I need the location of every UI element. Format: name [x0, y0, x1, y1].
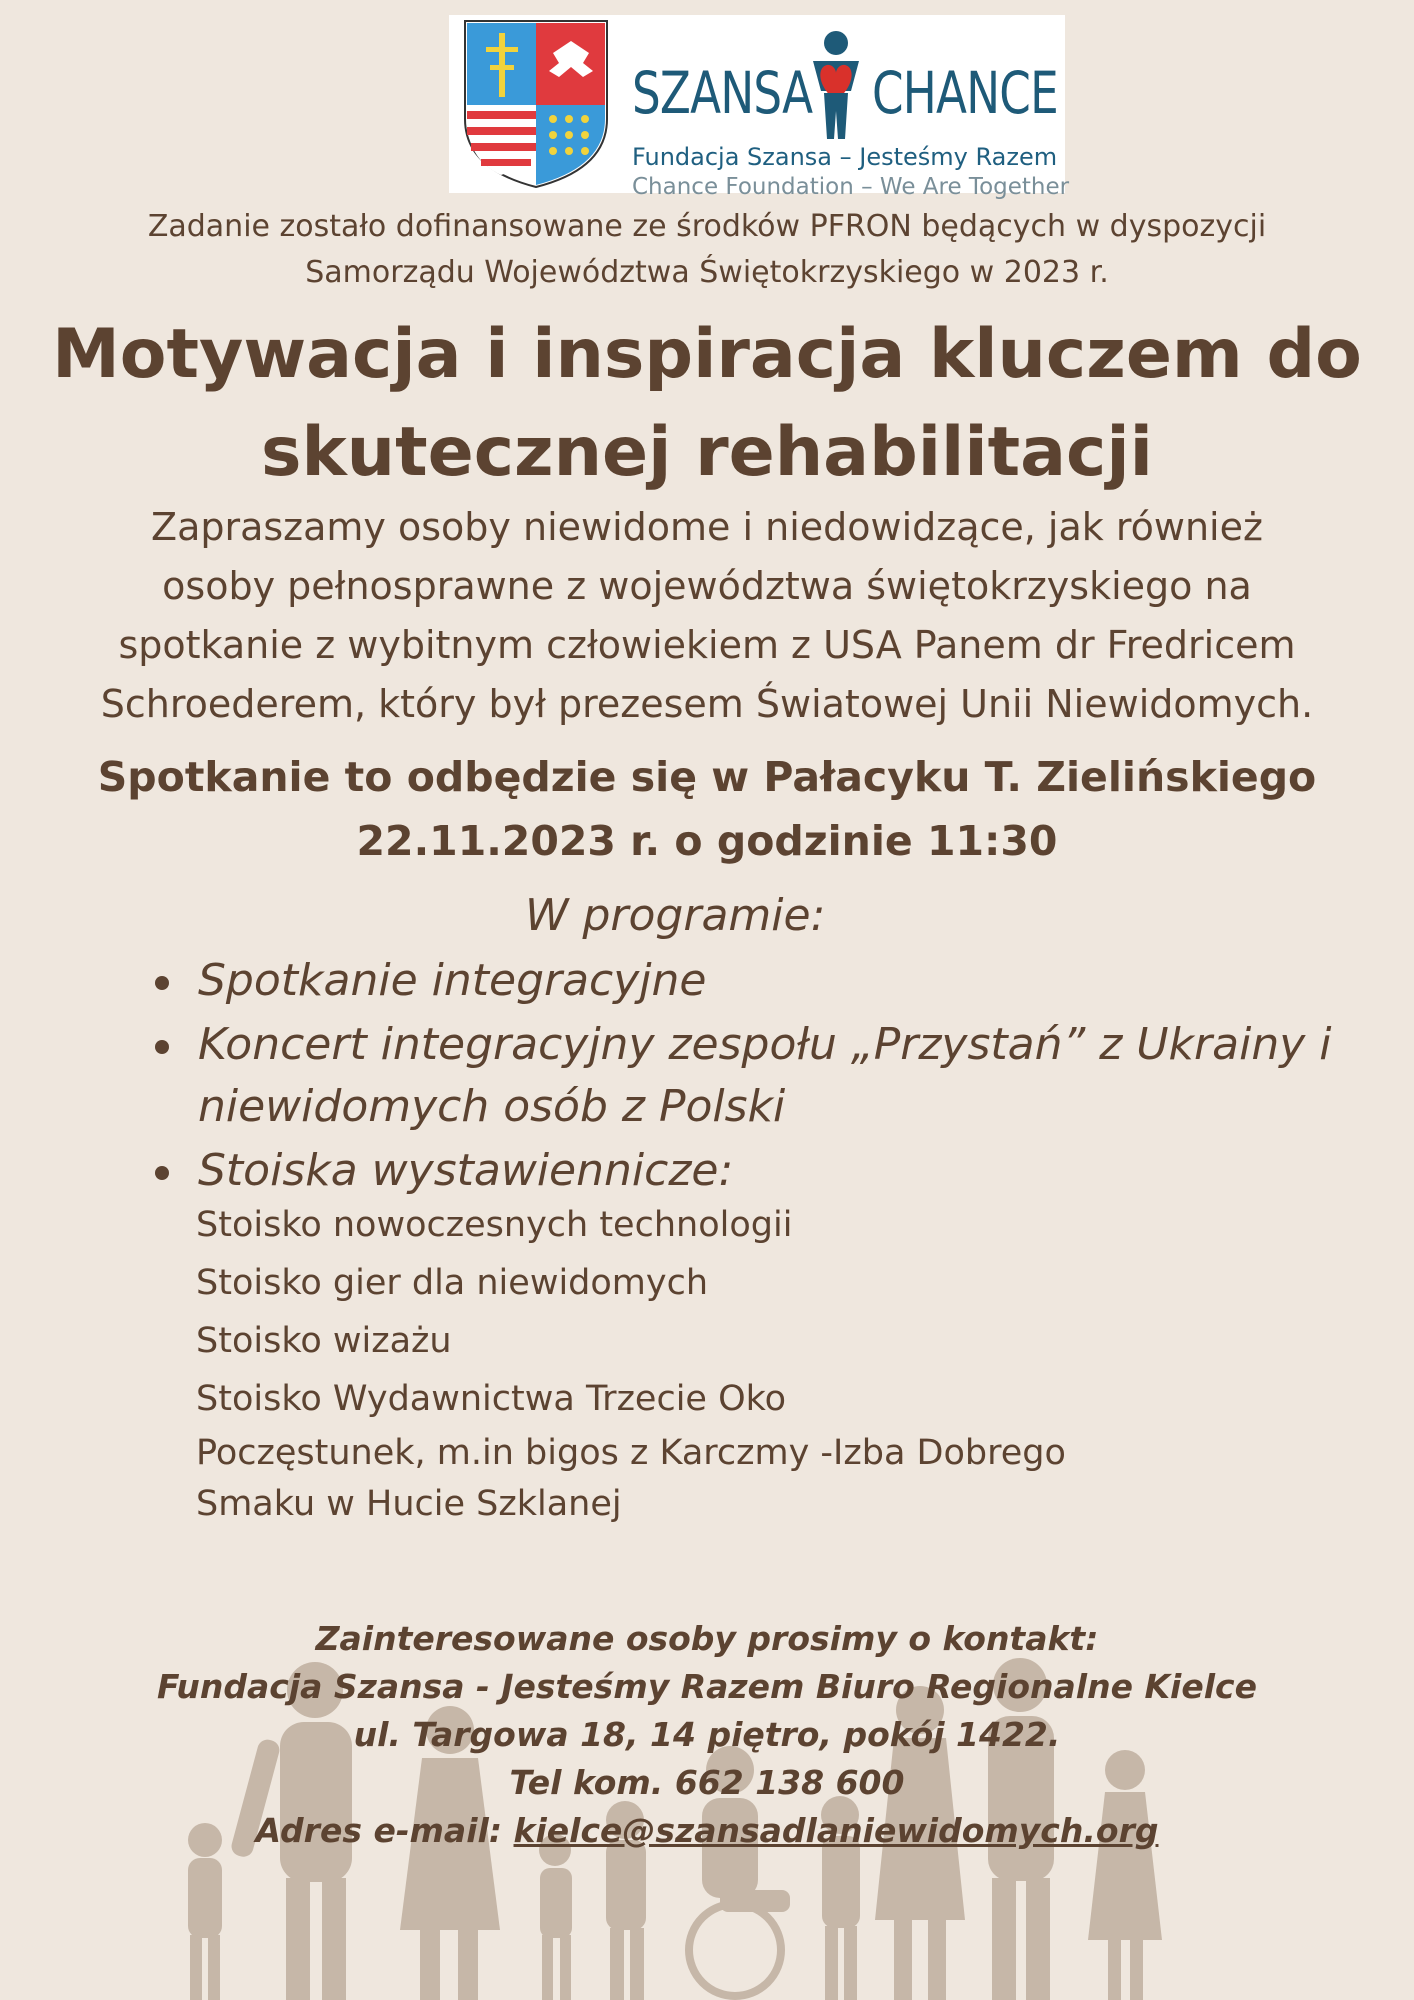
funding-line: Samorządu Województwa Świętokrzyskiego w 2023 r.	[305, 255, 1109, 290]
stalls-list	[196, 1196, 1066, 1530]
invitation-text	[0, 498, 1414, 734]
program-item-text: niewidomych osób z Polski	[198, 1081, 786, 1132]
contact-email-row	[0, 1807, 1414, 1855]
brand-name-left: SZANSA	[632, 59, 813, 127]
brand-name-right: CHANCE	[872, 59, 1058, 127]
program-item	[155, 950, 1375, 1012]
invitation-line: Zapraszamy osoby niewidome i niedowidzące, jak również	[151, 505, 1263, 549]
refreshment-item	[196, 1428, 1066, 1530]
stall-item: Stoisko wizażu	[196, 1321, 452, 1361]
title-line: skutecznej rehabilitacji	[260, 413, 1153, 492]
stall-item: Stoisko nowoczesnych technologii	[196, 1205, 793, 1245]
title-line: Motywacja i inspiracja kluczem do	[52, 315, 1362, 394]
invitation-line: spotkanie z wybitnym człowiekiem z USA Panem dr Fredricem	[118, 623, 1296, 667]
foundation-name-pl: Fundacja Szansa – Jesteśmy Razem	[632, 143, 1058, 171]
contact-address: ul. Targowa 18, 14 piętro, pokój 1422.	[353, 1715, 1061, 1754]
stall-item: Stoisko Wydawnictwa Trzecie Oko	[196, 1379, 787, 1419]
contact-block	[0, 1615, 1414, 1855]
email-label: Adres e-mail:	[255, 1811, 514, 1850]
program-list	[155, 950, 1375, 1202]
refreshment-line: Smaku w Hucie Szklanej	[196, 1484, 622, 1524]
contact-phone: Tel kom. 662 138 600	[509, 1763, 905, 1802]
foundation-logo	[632, 31, 1070, 200]
foundation-name-en: Chance Foundation – We Are Together	[632, 174, 1070, 200]
funding-note	[0, 204, 1414, 296]
venue-line: Spotkanie to odbędzie się w Pałacyku T. Zielińskiego	[97, 753, 1317, 801]
coat-of-arms-icon	[461, 19, 611, 189]
contact-organization: Fundacja Szansa - Jesteśmy Razem Biuro Regionalne Kielce	[157, 1667, 1257, 1706]
program-item-text: Spotkanie integracyjne	[198, 955, 707, 1006]
invitation-line: osoby pełnosprawne z województwa świętokrzyskiego na	[162, 564, 1252, 608]
program-item-text: Koncert integracyjny zespołu „Przystań” z Ukrainy i	[198, 1019, 1332, 1070]
stall-item: Stoisko gier dla niewidomych	[196, 1263, 709, 1303]
invitation-line: Schroederem, który był prezesem Światowej Unii Niewidomych.	[100, 682, 1314, 726]
contact-heading: Zainteresowane osoby prosimy o kontakt:	[315, 1619, 1099, 1658]
refreshment-line: Poczęstunek, m.in bigos z Karczmy -Izba Dobrego	[196, 1433, 1066, 1473]
logo-banner	[449, 15, 1070, 200]
date-line: 22.11.2023 r. o godzinie 11:30	[356, 817, 1058, 865]
poster-title	[0, 306, 1414, 502]
person-heart-icon	[807, 31, 865, 141]
email-link[interactable]: kielce@szansadlaniewidomych.org	[513, 1811, 1159, 1850]
program-heading: W programie:	[525, 890, 826, 941]
program-item-text: Stoiska wystawiennicze:	[198, 1145, 734, 1196]
event-venue-date	[0, 745, 1414, 873]
program-item	[155, 1014, 1375, 1138]
funding-line: Zadanie zostało dofinansowane ze środków PFRON będących w dyspozycji	[147, 209, 1267, 244]
program-item	[155, 1140, 1375, 1202]
